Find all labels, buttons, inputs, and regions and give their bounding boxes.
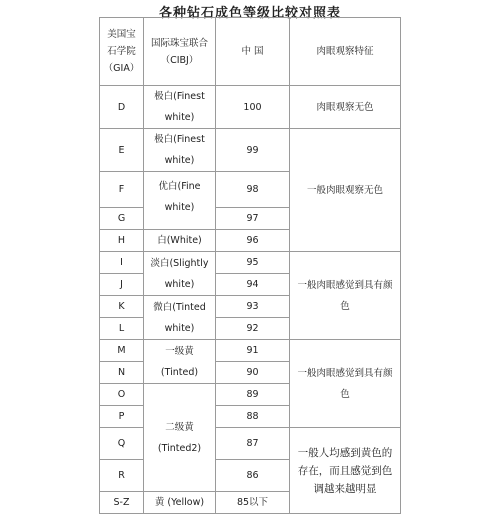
color-grade-table xyxy=(99,17,401,514)
gia-grade: O xyxy=(100,384,144,406)
header-china: 中 国 xyxy=(216,18,290,86)
gia-grade: E xyxy=(100,129,144,172)
gia-grade: J xyxy=(100,274,144,296)
china-grade: 95 xyxy=(216,252,290,274)
cibj-grade: 优白(Fine white) xyxy=(144,172,216,230)
gia-grade: D xyxy=(100,86,144,129)
gia-grade: L xyxy=(100,318,144,340)
header-gia: 美国宝石学院（GIA） xyxy=(100,18,144,86)
gia-grade: K xyxy=(100,296,144,318)
gia-grade: Q xyxy=(100,428,144,460)
gia-grade: R xyxy=(100,460,144,492)
gia-grade: H xyxy=(100,230,144,252)
china-grade: 97 xyxy=(216,208,290,230)
cibj-grade: 极白(Finest white) xyxy=(144,86,216,129)
table-row xyxy=(100,129,401,172)
china-grade: 94 xyxy=(216,274,290,296)
cibj-grade: 淡白(Slightly white) xyxy=(144,252,216,296)
gia-grade: M xyxy=(100,340,144,362)
table-row xyxy=(100,86,401,129)
gia-grade: P xyxy=(100,406,144,428)
gia-grade: I xyxy=(100,252,144,274)
table-row xyxy=(100,340,401,362)
china-grade: 98 xyxy=(216,172,290,208)
cibj-grade: 二级黄(Tinted2) xyxy=(144,384,216,492)
table-row xyxy=(100,252,401,274)
cibj-grade: 一级黄(Tinted) xyxy=(144,340,216,384)
visual-feature: 一般肉眼观察无色 xyxy=(290,129,401,252)
header-cibj: 国际珠宝联合（CIBJ） xyxy=(144,18,216,86)
china-grade: 87 xyxy=(216,428,290,460)
china-grade: 85以下 xyxy=(216,492,290,514)
china-grade: 99 xyxy=(216,129,290,172)
header-row xyxy=(100,18,401,86)
china-grade: 90 xyxy=(216,362,290,384)
visual-feature: 一般人均感到黄色的存在，而且感觉到色调越来越明显 xyxy=(290,428,401,514)
china-grade: 93 xyxy=(216,296,290,318)
gia-grade: S-Z xyxy=(100,492,144,514)
gia-grade: G xyxy=(100,208,144,230)
cibj-grade: 微白(Tinted white) xyxy=(144,296,216,340)
gia-grade: F xyxy=(100,172,144,208)
china-grade: 89 xyxy=(216,384,290,406)
china-grade: 88 xyxy=(216,406,290,428)
header-visual: 肉眼观察特征 xyxy=(290,18,401,86)
china-grade: 86 xyxy=(216,460,290,492)
cibj-grade: 黄 (Yellow) xyxy=(144,492,216,514)
table-title: 各种钻石成色等级比较对照表 xyxy=(158,6,341,21)
visual-feature: 一般肉眼感觉到具有颜色 xyxy=(290,252,401,340)
china-grade: 92 xyxy=(216,318,290,340)
china-grade: 96 xyxy=(216,230,290,252)
visual-feature: 肉眼观察无色 xyxy=(290,86,401,129)
china-grade: 100 xyxy=(216,86,290,129)
visual-feature: 一般肉眼感觉到具有颜色 xyxy=(290,340,401,428)
gia-grade: N xyxy=(100,362,144,384)
cibj-grade: 极白(Finest white) xyxy=(144,129,216,172)
cibj-grade: 白(White) xyxy=(144,230,216,252)
china-grade: 91 xyxy=(216,340,290,362)
